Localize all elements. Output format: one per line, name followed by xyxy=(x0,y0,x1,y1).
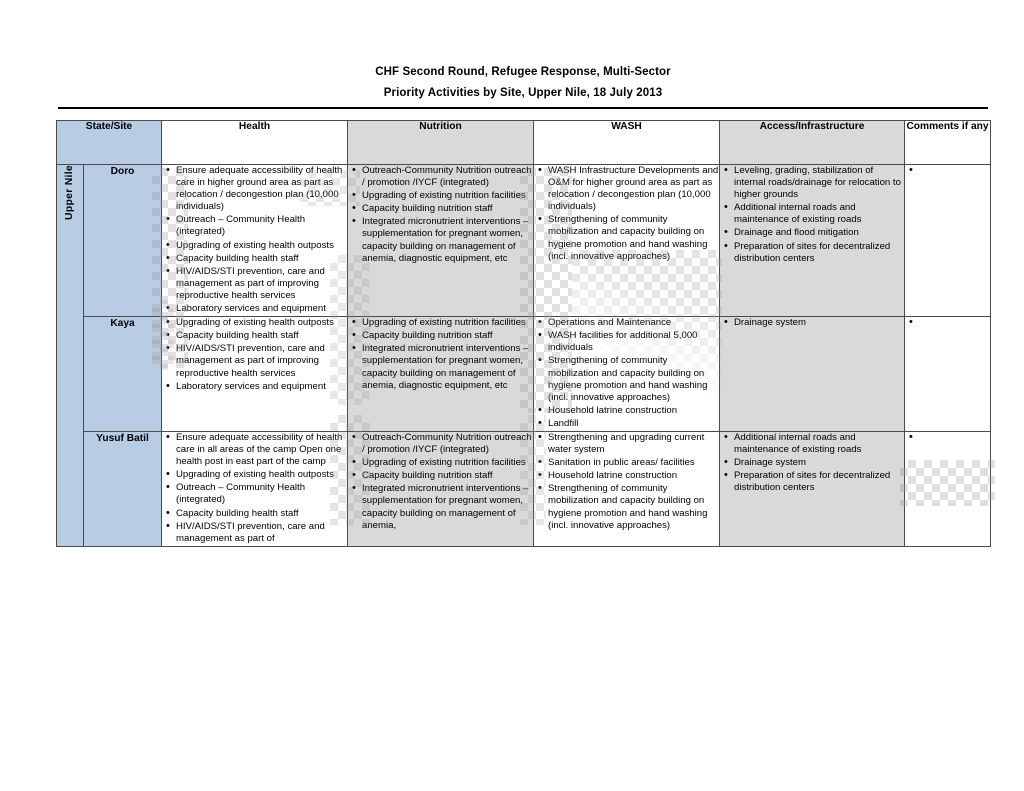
activity-item: • Capacity building nutrition staff xyxy=(362,330,533,342)
activity-item: • Integrated micronutrient interventions – supplementation for pregnant women, capacity building on management of anemia, xyxy=(362,483,533,531)
activity-item: • Outreach – Community Health (integrated) xyxy=(176,482,347,506)
activity-item: • Drainage system xyxy=(734,457,904,469)
cell-nutrition xyxy=(348,317,534,432)
activity-list-comments xyxy=(905,432,990,444)
cell-access xyxy=(720,431,905,546)
activity-list-health xyxy=(162,165,347,315)
activity-list-wash xyxy=(534,317,719,430)
table-header xyxy=(57,121,991,165)
site-cell: Doro xyxy=(84,165,162,317)
activity-item: • Strengthening and upgrading current water system xyxy=(548,432,719,456)
activity-list-access xyxy=(720,165,904,265)
activity-item: • Strengthening of community mobilization and capacity building on hygiene promotion and hand washing (incl. innovative approaches) xyxy=(548,355,719,403)
activity-list-nutrition xyxy=(348,432,533,532)
activity-item: • Preparation of sites for decentralized distribution centers xyxy=(734,241,904,265)
activity-list-comments xyxy=(905,317,990,329)
cell-comments xyxy=(905,431,991,546)
header-row xyxy=(57,121,991,165)
activity-list-nutrition xyxy=(348,317,533,392)
cell-health xyxy=(162,317,348,432)
activity-item: • Laboratory services and equipment xyxy=(176,381,347,393)
cell-access xyxy=(720,165,905,317)
activity-item: • Drainage system xyxy=(734,317,904,329)
activity-list-wash xyxy=(534,165,719,263)
activity-item xyxy=(919,317,990,329)
cell-wash xyxy=(534,317,720,432)
column-header-health: Health xyxy=(162,121,348,165)
title-divider xyxy=(58,107,988,109)
activity-list-wash xyxy=(534,432,719,532)
table-row xyxy=(57,165,991,317)
cell-health xyxy=(162,431,348,546)
column-header-nutrition: Nutrition xyxy=(348,121,534,165)
activity-item: • Operations and Maintenance xyxy=(548,317,719,329)
cell-nutrition xyxy=(348,165,534,317)
title-line-1: CHF Second Round, Refugee Response, Multi-Sector xyxy=(375,66,671,78)
activity-item: • Sanitation in public areas/ facilities xyxy=(548,457,719,469)
activity-list-comments xyxy=(905,165,990,177)
activity-item: • Household latrine construction xyxy=(548,405,719,417)
cell-health xyxy=(162,165,348,317)
activity-item xyxy=(919,165,990,177)
activity-list-nutrition xyxy=(348,165,533,265)
cell-wash xyxy=(534,165,720,317)
activity-item: • Additional internal roads and maintenance of existing roads xyxy=(734,432,904,456)
activity-item: • Capacity building health staff xyxy=(176,508,347,520)
activity-item: • WASH facilities for additional 5,000 individuals xyxy=(548,330,719,354)
activity-item: • Ensure adequate accessibility of health care in higher ground area as part as relocation / decongestion plan (10,000 individuals) xyxy=(176,165,347,213)
activity-item: • Drainage and flood mitigation xyxy=(734,227,904,239)
cell-nutrition xyxy=(348,431,534,546)
activity-item: • Household latrine construction xyxy=(548,470,719,482)
table-row xyxy=(57,317,991,432)
cell-access xyxy=(720,317,905,432)
activity-item: • WASH Infrastructure Developments and O&M for higher ground area as part as relocation / decongestion plan (10,000 individuals) xyxy=(548,165,719,213)
activity-item: • HIV/AIDS/STI prevention, care and management as part of xyxy=(176,521,347,545)
activity-item: • Integrated micronutrient interventions – supplementation for pregnant women, capacity building on management of anemia, diagnostic equipment, etc xyxy=(362,216,533,264)
cell-wash xyxy=(534,431,720,546)
site-cell: Yusuf Batil xyxy=(84,431,162,546)
activity-item: • Capacity building health staff xyxy=(176,253,347,265)
column-header-access-infrastructure: Access/Infrastructure xyxy=(720,121,905,165)
activity-item: • Upgrading of existing health outposts xyxy=(176,317,347,329)
title-line-2: Priority Activities by Site, Upper Nile, 18 July 2013 xyxy=(383,87,663,99)
priority-activities-table-wrapper xyxy=(56,120,990,547)
column-header-state-site: State/Site xyxy=(57,121,162,165)
activity-list-access xyxy=(720,432,904,494)
cell-comments xyxy=(905,317,991,432)
activity-item: • Landfill xyxy=(548,418,719,430)
activity-item: • Upgrading of existing health outposts xyxy=(176,469,347,481)
site-cell: Kaya xyxy=(84,317,162,432)
activity-item: • Upgrading of existing nutrition facilities xyxy=(362,317,533,329)
activity-item: • Ensure adequate accessibility of health care in all areas of the camp Open one health post in east part of the camp xyxy=(176,432,347,468)
table-body xyxy=(57,165,991,547)
activity-item xyxy=(919,432,990,444)
activity-list-access xyxy=(720,317,904,329)
state-label: Upper Nile xyxy=(63,165,75,220)
state-cell-upper-nile xyxy=(57,165,84,547)
activity-item: • Preparation of sites for decentralized distribution centers xyxy=(734,470,904,494)
activity-item: • Outreach-Community Nutrition outreach / promotion /IYCF (integrated) xyxy=(362,432,533,456)
activity-list-health xyxy=(162,317,347,393)
activity-item: • HIV/AIDS/STI prevention, care and management as part of improving reproductive health services xyxy=(176,266,347,302)
activity-item: • Laboratory services and equipment xyxy=(176,303,347,315)
activity-item: • Additional internal roads and maintenance of existing roads xyxy=(734,202,904,226)
document-title xyxy=(58,62,988,104)
activity-item: • Upgrading of existing health outposts xyxy=(176,240,347,252)
table-row xyxy=(57,431,991,546)
activity-list-health xyxy=(162,432,347,545)
activity-item: • Capacity building nutrition staff xyxy=(362,470,533,482)
activity-item: • Capacity building health staff xyxy=(176,330,347,342)
activity-item: • Outreach-Community Nutrition outreach / promotion /IYCF (integrated) xyxy=(362,165,533,189)
activity-item: • Upgrading of existing nutrition facilities xyxy=(362,190,533,202)
activity-item: • Upgrading of existing nutrition facilities xyxy=(362,457,533,469)
cell-comments xyxy=(905,165,991,317)
activity-item: • HIV/AIDS/STI prevention, care and management as part of improving reproductive health services xyxy=(176,343,347,379)
activity-item: • Leveling, grading, stabilization of internal roads/drainage for relocation to higher grounds xyxy=(734,165,904,201)
activity-item: • Strengthening of community mobilization and capacity building on hygiene promotion and hand washing (incl. innovative approaches) xyxy=(548,483,719,531)
priority-activities-table xyxy=(56,120,991,547)
column-header-wash: WASH xyxy=(534,121,720,165)
activity-item: • Capacity building nutrition staff xyxy=(362,203,533,215)
activity-item: • Outreach – Community Health (integrated) xyxy=(176,214,347,238)
column-header-comments: Comments if any xyxy=(905,121,991,165)
activity-item: • Integrated micronutrient interventions – supplementation for pregnant women, capacity building on management of anemia, diagnostic equipment, etc xyxy=(362,343,533,391)
activity-item: • Strengthening of community mobilization and capacity building on hygiene promotion and hand washing (incl. innovative approaches) xyxy=(548,214,719,262)
